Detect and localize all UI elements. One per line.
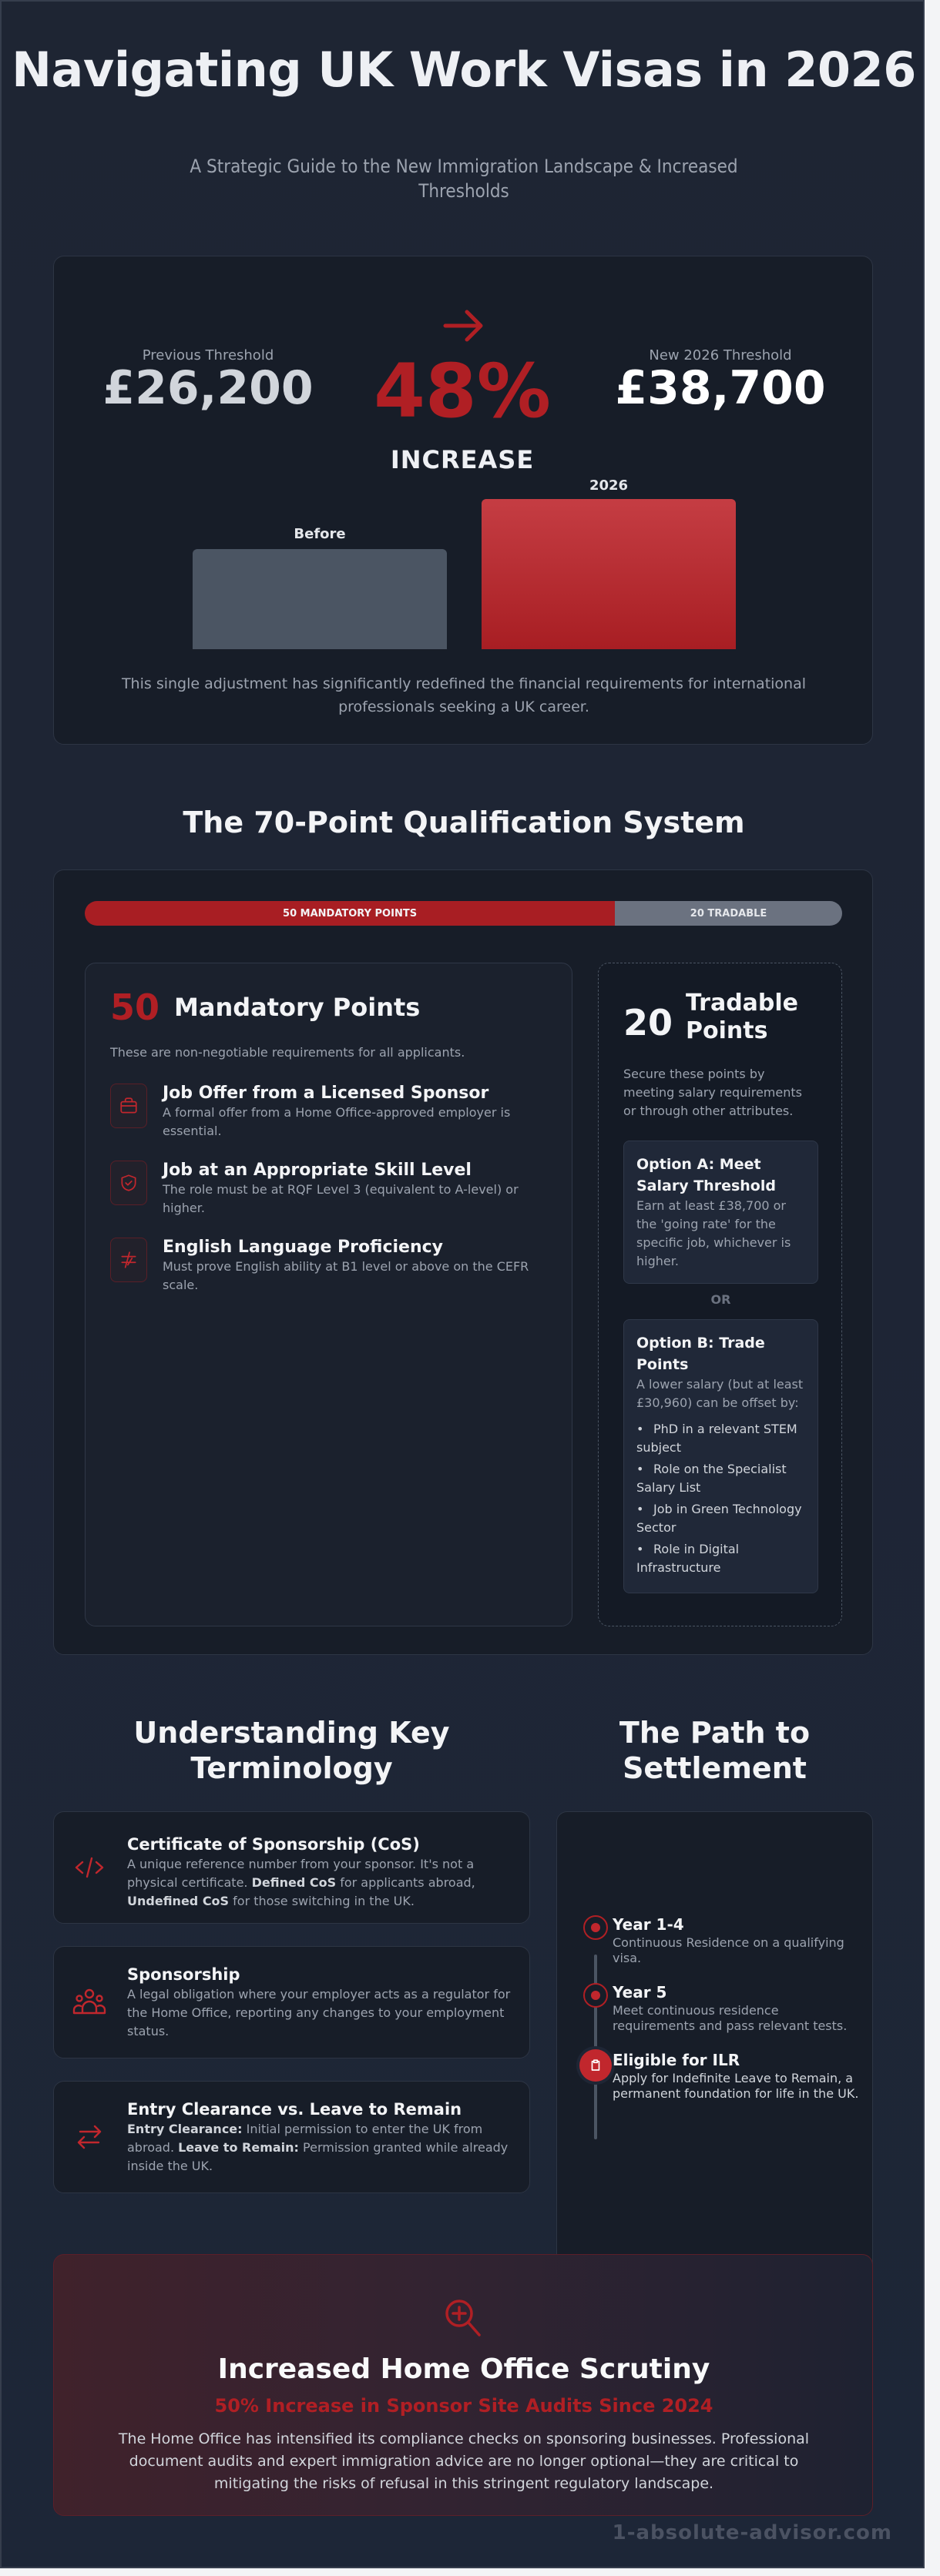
term-desc xyxy=(127,1855,516,1911)
terminology-section-title: Understanding Key Terminology xyxy=(133,1716,450,1785)
settlement-section-title: The Path to Settlement xyxy=(619,1716,811,1785)
or-divider: OR xyxy=(710,1292,731,1307)
increase-percent: 48% xyxy=(374,348,551,434)
requirement-item xyxy=(110,1238,557,1295)
threshold-card xyxy=(53,256,873,745)
code-icon xyxy=(71,1849,108,1886)
threshold-note: This single adjustment has significantly redefined the financial requirements for international professionals seeking a UK career. xyxy=(121,675,807,715)
bar-2026 xyxy=(482,499,736,649)
tradable-points-card xyxy=(598,963,842,1626)
tradable-title-line2: Points xyxy=(686,1017,768,1044)
term-desc-bold: Leave to Remain: xyxy=(178,2140,299,2155)
timeline-dot-icon xyxy=(583,1983,608,2008)
timeline-step-desc: Meet continuous residence requirements and pass relevant tests. xyxy=(613,2003,848,2033)
option-b-title: Option B: Trade Points xyxy=(636,1335,765,1373)
scrutiny-title: Increased Home Office Scrutiny xyxy=(217,2353,710,2385)
term-title: Certificate of Sponsorship (CoS) xyxy=(127,1835,420,1854)
list-item: • Job in Green Technology Sector xyxy=(636,1500,805,1537)
clipboard-icon xyxy=(579,2049,612,2082)
option-b-card xyxy=(623,1319,818,1593)
briefcase-icon xyxy=(110,1084,147,1128)
new-threshold-value: £38,700 xyxy=(615,361,826,415)
settlement-card xyxy=(556,1811,873,2284)
list-item: • Role on the Specialist Salary List xyxy=(636,1460,805,1497)
timeline-step-title: Year 5 xyxy=(613,1983,667,2002)
points-card xyxy=(53,869,873,1655)
term-desc: A legal obligation where your employer acts as a regulator for the Home Office, reporting any changes to your employment status. xyxy=(127,1987,511,2038)
term-desc-bold: Entry Clearance: xyxy=(127,2122,243,2136)
term-desc-text: for those switching in the UK. xyxy=(229,1894,415,1908)
points-section-title: The 70-Point Qualification System xyxy=(183,806,745,839)
option-a-desc: Earn at least £38,700 or the 'going rate' for the specific job, whichever is higher. xyxy=(636,1198,791,1268)
tradable-points-title xyxy=(686,990,798,1045)
scrutiny-card xyxy=(53,2254,873,2516)
new-threshold-label: New 2026 Threshold xyxy=(649,347,792,363)
zoom-in-icon xyxy=(439,2293,488,2343)
requirement-title: Job Offer from a Licensed Sponsor xyxy=(163,1084,489,1103)
term-card-entry-clearance xyxy=(53,2081,530,2193)
tradable-points-description: Secure these points by meeting salary requirements or through other attributes. xyxy=(623,1067,802,1118)
bar-before-label: Before xyxy=(294,526,346,542)
watermark: 1-absolute-advisor.com xyxy=(612,2521,892,2544)
timeline-step-title: Year 1-4 xyxy=(613,1915,684,1934)
users-icon xyxy=(71,1984,108,2021)
page-title: Navigating UK Work Visas in 2026 xyxy=(12,42,916,98)
increase-label: INCREASE xyxy=(390,445,535,474)
tradable-points-number: 20 xyxy=(623,1002,673,1043)
previous-threshold xyxy=(100,347,316,413)
option-a-title: Option A: Meet Salary Threshold xyxy=(636,1156,776,1194)
term-title: Sponsorship xyxy=(127,1965,240,1984)
term-desc-text: Permission granted while already inside the UK. xyxy=(127,2140,509,2173)
requirement-title: Job at an Appropriate Skill Level xyxy=(163,1161,472,1180)
timeline-step-title: Eligible for ILR xyxy=(613,2051,740,2069)
previous-threshold-value: £26,200 xyxy=(102,361,314,415)
new-threshold xyxy=(593,347,848,413)
option-b-list xyxy=(636,1420,805,1577)
requirement-title: English Language Proficiency xyxy=(163,1238,443,1257)
scrutiny-subtitle: 50% Increase in Sponsor Site Audits Since 2024 xyxy=(214,2395,713,2417)
requirement-desc: Must prove English ability at B1 level or above on the CEFR scale. xyxy=(163,1259,529,1292)
requirement-item xyxy=(110,1084,557,1141)
term-title: Entry Clearance vs. Leave to Remain xyxy=(127,2100,462,2119)
points-progress-bar xyxy=(85,901,842,926)
timeline-step-desc: Continuous Residence on a qualifying visa. xyxy=(613,1935,844,1965)
requirement-item xyxy=(110,1161,557,1218)
arrow-right-icon xyxy=(441,303,487,349)
term-card-sponsorship xyxy=(53,1946,530,2058)
list-item: • PhD in a relevant STEM subject xyxy=(636,1420,805,1457)
tradable-points-segment: 20 TRADABLE xyxy=(615,901,842,926)
language-icon xyxy=(110,1238,147,1282)
page-subtitle: A Strategic Guide to the New Immigration Landscape & Increased Thresholds xyxy=(190,156,738,202)
term-desc-text: Initial permission to enter the UK from abroad. xyxy=(127,2122,483,2155)
mandatory-points-segment: 50 MANDATORY POINTS xyxy=(85,901,615,926)
bar-2026-label: 2026 xyxy=(589,477,629,494)
mandatory-points-title: Mandatory Points xyxy=(174,993,421,1022)
mandatory-points-description: These are non-negotiable requirements for all applicants. xyxy=(110,1045,465,1060)
requirement-desc: A formal offer from a Home Office-approved employer is essential. xyxy=(163,1105,511,1138)
term-card-cos xyxy=(53,1811,530,1924)
shield-check-icon xyxy=(110,1161,147,1205)
term-desc-text: A unique reference number from your sponsor. It's not a physical certificate. xyxy=(127,1857,475,1890)
term-desc-text: for applicants abroad, xyxy=(336,1875,475,1890)
requirement-desc: The role must be at RQF Level 3 (equivalent to A-level) or higher. xyxy=(163,1182,519,1215)
option-b-desc: A lower salary (but at least £30,960) can be offset by: xyxy=(636,1377,804,1410)
timeline-step-desc: Apply for Indefinite Leave to Remain, a permanent foundation for life in the UK. xyxy=(613,2071,859,2101)
previous-threshold-label: Previous Threshold xyxy=(142,347,274,363)
term-desc-bold: Undefined CoS xyxy=(127,1894,230,1908)
term-desc xyxy=(127,2120,516,2176)
scrutiny-body: The Home Office has intensified its compliance checks on sponsoring businesses. Professional document audits and expert immigration advice are no longer optional—they are critical to mitigating the risks of refusal in this stringent regulatory landscape. xyxy=(118,2430,810,2492)
timeline-line xyxy=(594,1955,597,2139)
mandatory-points-number: 50 xyxy=(110,987,160,1028)
mandatory-points-card xyxy=(85,963,572,1626)
bar-before xyxy=(193,549,447,649)
option-a-card xyxy=(623,1141,818,1284)
tradable-title-line1: Tradable xyxy=(686,990,799,1017)
list-item: • Role in Digital Infrastructure xyxy=(636,1540,805,1577)
swap-arrows-icon xyxy=(71,2119,108,2156)
term-desc-bold: Defined CoS xyxy=(251,1875,337,1890)
timeline-dot-icon xyxy=(583,1915,608,1940)
